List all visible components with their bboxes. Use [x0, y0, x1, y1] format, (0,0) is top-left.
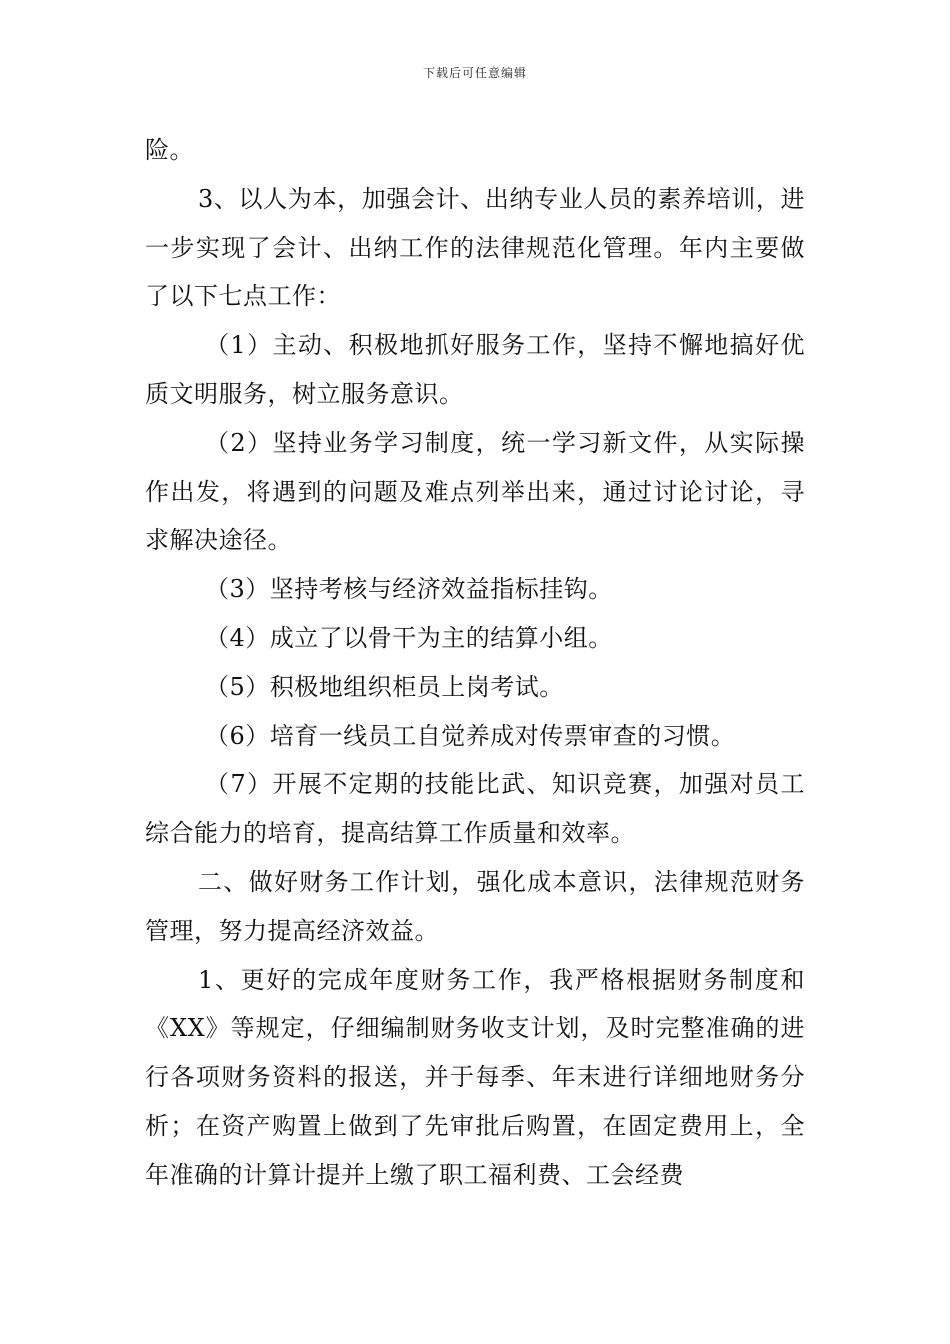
paragraph-subitem-4: （4）成立了以骨干为主的结算小组。: [205, 623, 613, 652]
paragraph-continuation: 险。: [145, 136, 194, 164]
paragraph-subitem-7: （7）开展不定期的技能比武、知识竞赛，加强对员工综合能力的培育，提高结算工作质量和效率。: [145, 770, 805, 848]
paragraph-subitem-5: （5）积极地组织柜员上岗考试。: [205, 672, 564, 701]
paragraph-subitem-1: （1）主动、积极地抓好服务工作，坚持不懈地搞好优质文明服务，树立服务意识。: [145, 331, 805, 408]
paragraph-subitem-3: （3）坚持考核与经济效益指标挂钩。: [205, 575, 613, 604]
paragraph-subitem-6: （6）培育一线员工自觉养成对传票审查的习惯。: [205, 721, 736, 750]
document-body: [145, 126, 805, 1200]
paragraph-item-1: 1、更好的完成年度财务工作，我严格根据财务制度和《XX》等规定，仔细编制财务收支计划，及时完整准确的进行各项财务资料的报送，并于每季、年末进行详细地财务分析；在资产购置上做到了先审批后购置，在固定费用上，全年准确的计算计提并上缴了职工福利费、工会经费: [145, 965, 805, 1189]
paragraph-subitem-2: （2）坚持业务学习制度，统一学习新文件，从实际操作出发，将遇到的问题及难点列举出来，通过讨论讨论，寻求解决途径。: [145, 428, 805, 555]
paragraph-item-3: 3、以人为本，加强会计、出纳专业人员的素养培训，进一步实现了会计、出纳工作的法律规范化管理。年内主要做了以下七点工作：: [145, 184, 805, 311]
paragraph-section-2: 二、做好财务工作计划，强化成本意识，法律规范财务管理，努力提高经济效益。: [145, 867, 805, 945]
page-header-note: 下载后可任意编辑: [422, 66, 527, 80]
